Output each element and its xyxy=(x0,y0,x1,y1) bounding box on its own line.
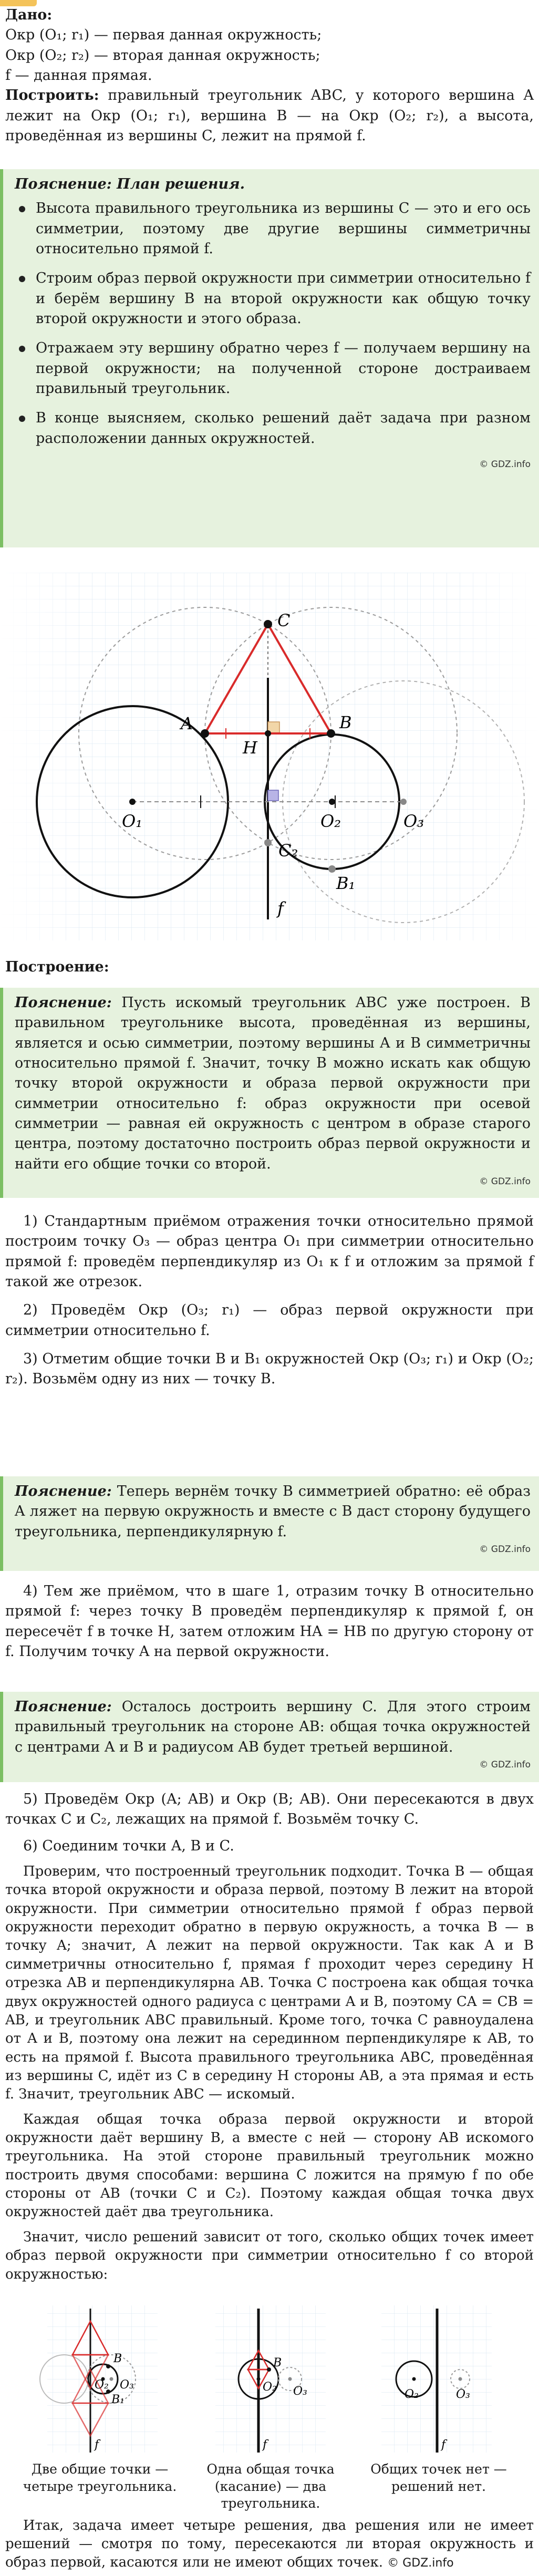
conclusion-text: Итак, задача имеет четыре решения, два решения или не имеет решений — смотря по тому, пересекаются ли вторая окружность и образ первой, касаются или не имеют общих точек. xyxy=(5,2518,534,2570)
case2-label-b: B xyxy=(273,2356,282,2370)
point-o2 xyxy=(329,799,335,805)
note2-text xyxy=(15,1482,531,1542)
case1-label-b: B xyxy=(113,2352,122,2365)
case-no-points xyxy=(381,2305,492,2453)
steps-1-3 xyxy=(0,1212,539,1390)
note1-text xyxy=(15,993,531,1174)
point-b xyxy=(327,729,335,738)
case2-caption: Одна общая точка (касание) — два треугольника. xyxy=(206,2461,335,2511)
plan-item: Отражаем эту вершину обратно через f — получаем вершину на первой окружности; на полученной стороне достраиваем правильный треугольник. xyxy=(15,338,531,399)
given-line-3: f — данная прямая. xyxy=(5,67,152,84)
note2-box xyxy=(0,1476,539,1571)
given-line-1: Окр (O₁; r₁) — первая данная окружность; xyxy=(5,27,322,44)
construct-text: правильный треугольник ABC, у которого вершина A лежит на Окр (O₁; r₁), вершина B — на Окр (O₂; r₂), а высота, проведённая из вершины C, лежит на прямой f. xyxy=(5,87,534,144)
construct-task xyxy=(5,86,534,146)
note3-copyright: © GDZ.info xyxy=(479,1759,531,1770)
step-4-block xyxy=(0,1581,539,1662)
case1-label-o3: O₃ xyxy=(120,2378,134,2392)
construction-title-text: Построение: xyxy=(5,959,109,975)
label-o2: O₂ xyxy=(320,811,341,831)
label-c: C xyxy=(277,611,291,630)
steps-5-6 xyxy=(0,1789,539,2284)
label-b: B xyxy=(339,712,352,732)
plan-item: Строим образ первой окружности при симметрии относительно f и берём вершину B на второй окружности как общую точку второй окружности и этого образа. xyxy=(15,268,531,329)
case1-caption: Две общие точки — четыре треугольника. xyxy=(23,2461,177,2494)
plan-label: Пояснение: План решения. xyxy=(15,176,245,192)
point-c xyxy=(264,620,272,628)
right-angle-o xyxy=(268,790,278,801)
note3-label: Пояснение: xyxy=(15,1699,112,1715)
case2-label-o2: O₂ xyxy=(263,2381,277,2394)
note3-body: Осталось достроить вершину C. Для этого строим правильный треугольник на стороне AB: общая точка окружностей с центрами A и B и радиусом AB будет третьей вершиной. xyxy=(15,1699,531,1755)
label-h: H xyxy=(243,738,257,758)
step-3: 3) Отметим общие точки B и B₁ окружностей Окр (O₃; r₁) и Окр (O₂; r₂). Возьмём одну из них — точку B. xyxy=(5,1350,534,1388)
case3-label-o2: O₂ xyxy=(405,2388,419,2401)
step-1: 1) Стандартным приёмом отражения точки относительно прямой построим точку O₃ — образ центра O₁ при симметрии относительно прямой f: проведём перпендикуляр из O₁ к f и отложим за прямой f такой же отрезок. xyxy=(5,1213,534,1290)
step-6: 6) Соединим точки A, B и C. xyxy=(23,1837,234,1854)
construction-title xyxy=(0,957,539,977)
note2-label: Пояснение: xyxy=(15,1483,112,1499)
plan-list xyxy=(15,199,531,449)
proof-paragraph: Проверим, что построенный треугольник подходит. Точка B — общая точка второй окружности и образа первой, поэтому B лежит на второй окружности. При симметрии относительно прямой f образ первой окружности переходит обратно в первую окружность, а точка B — в точку A; значит, A лежит на первой окружности. Так как A и B симметричны относительно f, прямая f проходит через середину H отрезка AB и перпендикулярна AB. Точка C построена как общая точка двух окружностей одного радиуса с центрами A и B, поэтому CA = CB = AB, и треугольник ABC правильный. Кроме того, точка C равноудалена от A и B, поэтому она лежит на серединном перпендикуляре к AB, то есть на прямой f. Высота правильного треугольника ABC, проведённая из вершины C, идёт из C в середину H стороны AB, а эта прямая и есть f. Значит, треугольник ABC — искомый. xyxy=(5,1863,534,2103)
plan-copyright: © GDZ.info xyxy=(479,459,531,470)
plan-item: Высота правильного треугольника из вершины C — это и его ось симметрии, поэтому две другие вершины симметричны относительно прямой f. xyxy=(15,199,531,259)
given-title: Дано: xyxy=(5,7,53,23)
cases-diagrams xyxy=(0,2300,539,2458)
case-two-points xyxy=(40,2305,158,2453)
label-c2: C₂ xyxy=(278,841,298,861)
label-b1: B₁ xyxy=(336,873,356,893)
conclusion-copyright: © GDZ.info xyxy=(387,2556,454,2570)
case2-label-f: f xyxy=(263,2438,267,2451)
point-a xyxy=(201,729,209,738)
point-b1 xyxy=(328,865,336,873)
count-paragraph-2: Значит, число решений зависит от того, сколько общих точек имеет образ первой окружности при симметрии относительно f со второй окружностью: xyxy=(5,2229,534,2282)
point-h xyxy=(265,730,271,737)
plan-item: В конце выясняем, сколько решений даёт задача при разном расположении данных окружностей. xyxy=(15,408,531,449)
construct-label: Построить: xyxy=(5,87,99,104)
given-line-2: Окр (O₂; r₂) — вторая данная окружность; xyxy=(5,47,320,64)
step-2: 2) Проведём Окр (O₃; r₁) — образ первой окружности при симметрии относительно f. xyxy=(5,1302,534,1339)
case-tangent xyxy=(215,2305,326,2453)
main-figure xyxy=(0,573,539,940)
case2-label-o3: O₃ xyxy=(293,2385,307,2398)
count-paragraph-1: Каждая общая точка образа первой окружности и второй окружности даёт вершину B, а вместе с ней — сторону AB искомого треугольника. На этой стороне правильный треугольник можно построить двумя способами: вершина C ложится на прямую f по обе стороны от AB (точки C и C₂). Поэтому каждая общая точка двух окружностей даёт два треугольника. xyxy=(5,2111,534,2220)
case1-label-f: f xyxy=(95,2438,99,2451)
note1-body: Пусть искомый треугольник ABC уже построен. В правильном треугольнике высота, проведённая из вершины, является и осью симметрии, поэтому вершины A и B симметричны относительно прямой f. Значит, точку B можно искать как общую точку второй окружности и образа первой окружности при симметрии относительно f: образ окружности при осевой симметрии — равная ей окружность с центром в образе старого центра, поэтому достаточно построить образ первой окружности и найти его общие точки со второй. xyxy=(15,995,531,1172)
note1-box xyxy=(0,988,539,1198)
note2-copyright: © GDZ.info xyxy=(479,1544,531,1555)
case1-label-o2: O₂ xyxy=(95,2378,109,2392)
label-f: f xyxy=(277,898,284,918)
label-o3: O₃ xyxy=(403,811,424,831)
point-c2 xyxy=(264,839,272,846)
given-section xyxy=(0,5,539,146)
point-o3 xyxy=(400,799,407,805)
note2-body: Теперь вернём точку B симметрией обратно: её образ A ляжет на первую окружность и вместе с B даст сторону будущего треугольника, перпендикулярную f. xyxy=(15,1483,531,1540)
case3-caption: Общих точек нет — решений нет. xyxy=(370,2461,507,2494)
label-o1: O₁ xyxy=(122,811,143,831)
case3-label-o3: O₃ xyxy=(456,2388,470,2401)
label-a: A xyxy=(181,713,193,733)
cases-figure xyxy=(0,2300,539,2521)
step-5: 5) Проведём Окр (A; AB) и Окр (B; AB). Они пересекаются в двух точках C и C₂, лежащих на прямой f. Возьмём точку C. xyxy=(5,1791,534,1828)
plan-box xyxy=(0,169,539,547)
note3-box xyxy=(0,1692,539,1782)
note3-text xyxy=(15,1697,531,1757)
conclusion xyxy=(5,2517,534,2571)
case1-label-b1: B₁ xyxy=(111,2393,125,2406)
case3-label-f: f xyxy=(441,2438,446,2451)
note1-label: Пояснение: xyxy=(15,995,112,1011)
point-o1 xyxy=(129,799,136,805)
construction-diagram xyxy=(0,573,539,940)
conclusion-block xyxy=(0,2517,539,2571)
step-4: 4) Тем же приёмом, что в шаге 1, отразим точку B относительно прямой f: через точку B проведём перпендикуляр к прямой f, он пересечёт f в точке H, затем отложим HA = HB по другую сторону от f. Получим точку A на первой окружности. xyxy=(5,1583,534,1660)
note1-copyright: © GDZ.info xyxy=(479,1176,531,1187)
